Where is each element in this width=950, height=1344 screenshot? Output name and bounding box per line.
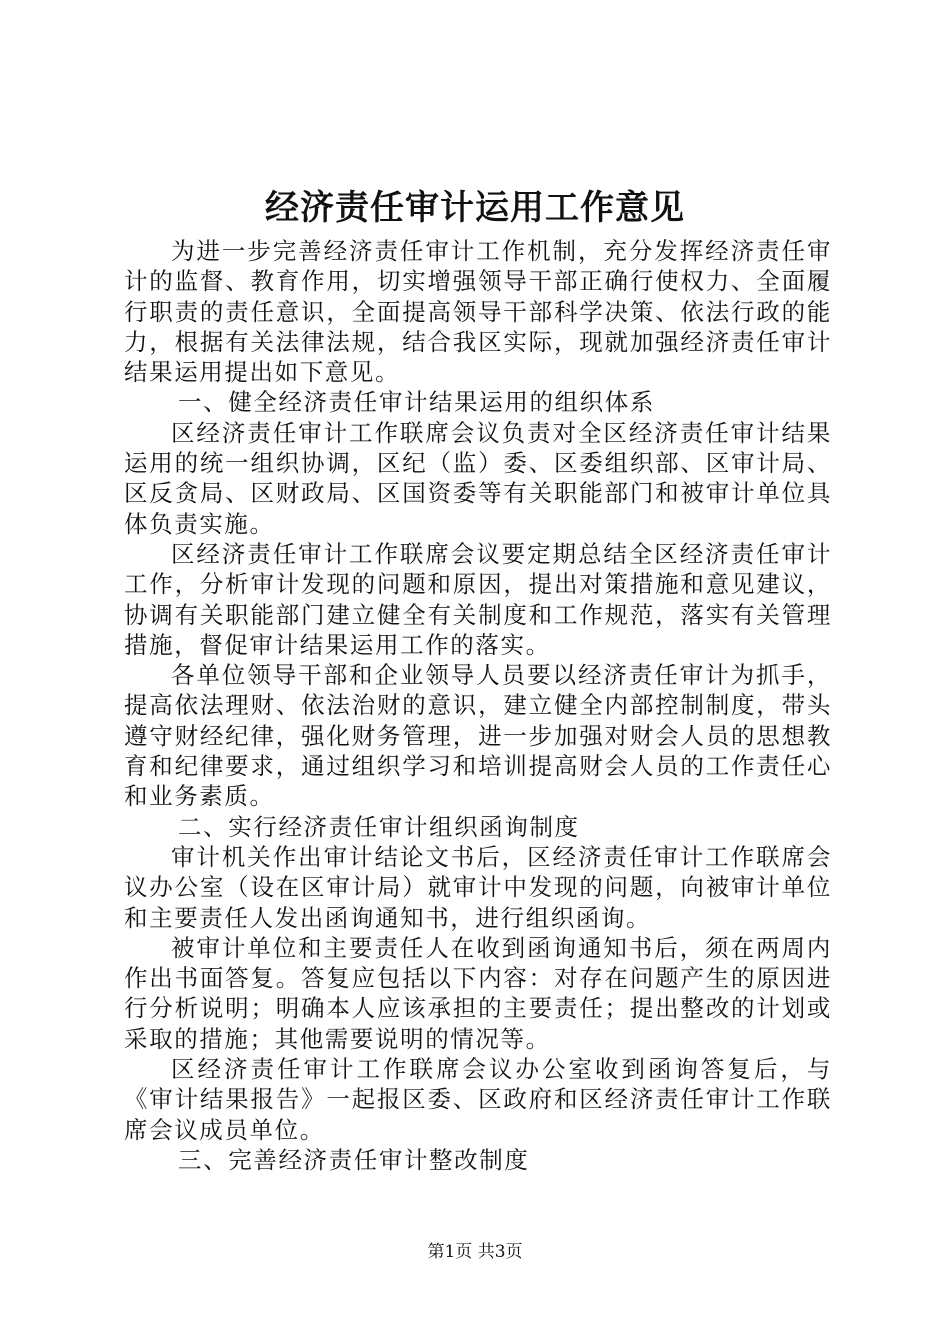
paragraph: 区经济责任审计工作联席会议负责对全区经济责任审计结果运用的统一组织协调，区纪（监）委、区委组织部、区审计局、区反贪局、区财政局、区国资委等有关职能部门和被审计单位具体负责实施。: [124, 418, 832, 538]
section-heading-2: 二、实行经济责任审计组织函询制度: [178, 812, 580, 841]
section-heading-1: 一、健全经济责任审计结果运用的组织体系: [178, 388, 655, 417]
paragraph: 审计机关作出审计结论文书后，区经济责任审计工作联席会议办公室（设在区审计局）就审计中发现的问题，向被审计单位和主要责任人发出函询通知书，进行组织函询。: [124, 842, 832, 932]
document-title: 经济责任审计运用工作意见: [265, 188, 685, 228]
paragraph: 区经济责任审计工作联席会议办公室收到函询答复后，与《审计结果报告》一起报区委、区政府和区经济责任审计工作联席会议成员单位。: [124, 1055, 832, 1144]
paragraph: 各单位领导干部和企业领导人员要以经济责任审计为抓手，提高依法理财、依法治财的意识，建立健全内部控制制度，带头遵守财经纪律，强化财务管理，进一步加强对财会人员的思想教育和纪律要求，通过组织学习和培训提高财会人员的工作责任心和业务素质。: [124, 661, 832, 811]
page-number-footer: 第1页 共3页: [427, 1242, 523, 1262]
paragraph-intro: 为进一步完善经济责任审计工作机制，充分发挥经济责任审计的监督、教育作用，切实增强领导干部正确行使权力、全面履行职责的责任意识，全面提高领导干部科学决策、依法行政的能力，根据有关法律法规，结合我区实际，现就加强经济责任审计结果运用提出如下意见。: [124, 237, 832, 387]
paragraph: 被审计单位和主要责任人在收到函询通知书后，须在两周内作出书面答复。答复应包括以下内容：对存在问题产生的原因进行分析说明；明确本人应该承担的主要责任；提出整改的计划或采取的措施；其他需要说明的情况等。: [124, 933, 832, 1053]
section-heading-3: 三、完善经济责任审计整改制度: [178, 1145, 530, 1174]
paragraph: 区经济责任审计工作联席会议要定期总结全区经济责任审计工作，分析审计发现的问题和原因，提出对策措施和意见建议，协调有关职能部门建立健全有关制度和工作规范，落实有关管理措施，督促审计结果运用工作的落实。: [124, 539, 832, 659]
document-body: [124, 236, 832, 1175]
